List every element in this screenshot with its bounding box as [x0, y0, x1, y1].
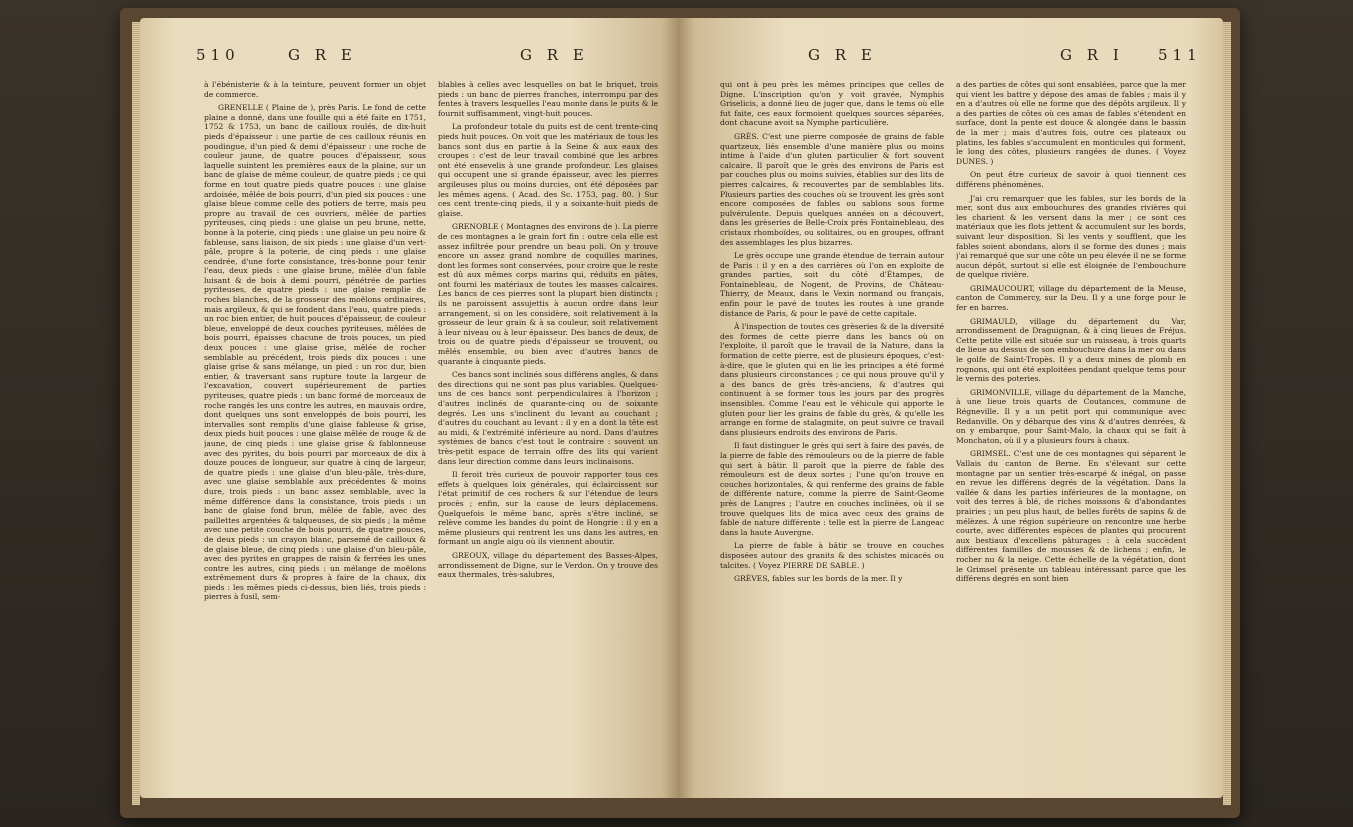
paragraph: À l'inspection de toutes ces grèseries & de la diversité des formes de cette pierre dans les bancs où on l'exploite, il paroît que le travail de la Nature, dans la formation de cette pierre, est de plusieurs époques, c'est-à-dire, que le gluten qui en lie les principes a été formé dans plusieurs circonstances ; ce qui nous prouve qu'il y a des bancs de grès très-anciens, & d'autres qui continuent à se former tous les jours par des progrès insensibles. Comme l'eau est le véhicule qui apporte le gluten pour lier les grains de fable du grès, & qu'elle les arrange en forme de stalagmite, on peut suivre ce travail dans plusieurs endroits des environs de Paris.: [720, 322, 944, 437]
page-number-left: 510: [196, 46, 240, 64]
paragraph: qui ont à peu près les mêmes principes que celles de Digne. L'inscription qu'on y voit gravée, Nymphis Griselicis, a donné lieu de juger que, dans le tems où elle fut faite, ces eaux formoient quelques sources séparées, dont chacune avoit sa Nymphe particulière.: [720, 80, 944, 128]
running-head-right-a: G R E: [808, 46, 877, 64]
running-head-right-b: G R I: [1060, 46, 1124, 64]
paragraph: GRIMONVILLE, village du département de la Manche, à une lieue trois quarts de Coutances, commune de Régneville. Il y a un petit port qui communique avec Redanville. On y débarque des vins & d'autres denrées, & on y embarque, pour Saint-Malo, la chaux qui se fait à Monchaton, où il y a plusieurs fours à chaux.: [956, 387, 1186, 445]
running-head-left-a: G R E: [288, 46, 357, 64]
left-column-2: [438, 80, 658, 786]
right-column-2: [956, 80, 1186, 786]
paragraph: GRENELLE ( Plaine de ), près Paris. Le fond de cette plaine a donné, dans une fouille qui a été faite en 1751, 1752 & 1753, un banc de cailloux roulés, de dix-huit pieds d'épaisseur : une partie de ces cailloux réunis en poudingue, d'un pied & demi d'épaisseur : une roche de couleur jaune, de quatre pouces d'épaisseur, sous laquelle suintent les premières eaux de la plaine, sur un banc de glaise de même couleur, de quatre pieds ; ce qui forme en tout quatre pieds quatre pouces : une glaise ardoisée, mêlée de bois pourri, d'un pied six pouces : une glaise bleue comme celle des potiers de terre, mais peu propre au travail de ces ouvriers, mêlée de parties pyriteuses, cinq pieds : une glaise un peu brune, nette, bonne à la poterie, cinq pieds : une glaise un peu noire & fableuse, sans liaison, de six pieds : une glaise d'un vert-pâle, propre à la poterie, de cinq pieds : une glaise cendrée, d'une forte consistance, très-bonne pour tenir l'eau, deux pieds : une glaise brune, mêlée d'un fable luisant & de bois à demi pourri, pénétrée de parties pyriteuses, de quatre pieds : une glaise remplie de roches blanches, de la grosseur des moëlons ordinaires, mais argileux, & qui se fondent dans l'eau, quatre pieds : un roc bien entier, de huit pouces d'épaisseur, de couleur bleue, enveloppé de deux couches pyriteuses, mêlées de bois pourri, épaisses chacune de trois pouces, un pied deux pouces : une glaise grise, mêlée de rocher semblable au précédent, trois pieds dix pouces : une glaise grise & sans mélange, un pied : un roc dur, bien entier, & traversant sans rupture toute la largeur de l'excavation, couvert supérieurement de parties pyriteuses, quatre pieds : un banc formé de morceaux de roche rangés les uns contre les autres, en mauvais ordre, dont quelques uns sont enveloppés de bois pourri, les intervalles sont remplis d'une glaise fableuse & grise, deux pieds huit pouces : une glaise mêlée de rouge & de jaune, de cinq pieds : une glaise grise & fablonneuse avec des pyrites, du bois pourri par morceaux de dix à douze pouces de longueur, sur quatre à cinq de largeur, de quatre pieds : une glaise d'un bleu-pâle, très-dure, avec une glaise semblable aux précédentes & moins dure, trois pieds : un banc assez semblable, avec la même différence dans la consistance, trois pieds : un banc de glaise fond brun, mêlée de fable, avec des paillettes argentées & talqueuses, de six pieds ; la même avec une petite couche de bois pourri, de quatre pouces, de deux pieds : un crayon blanc, parsemé de cailloux & de glaise bleue, de cinq pieds : une glaise d'un bleu-pâle, avec des pyrites en grappes de raisin & ferrées les unes contre les autres, cinq pieds : un mélange de moëlons extrêmement durs & propres à faire de la chaux, dix pieds : les mêmes pieds ci-dessus, bien liés, trois pieds : pierres à fusil, sem-: [204, 103, 426, 602]
paragraph: On peut être curieux de savoir à quoi tiennent ces différens phénomènes.: [956, 170, 1186, 189]
paragraph: Ces bancs sont inclinés sous différens angles, & dans des directions qui ne sont pas plus variables. Quelques-uns de ces bancs sont perpendiculaires à l'horizon ; d'autres inclinés de quarante-cinq ou de soixante degrés. Les uns s'inclinent du levant au couchant ; d'autres du couchant au levant : il y en a dont la tête est au midi, & l'extrémité inférieure au nord. Dans d'autres systèmes de bancs c'est tout le contraire : souvent un très-petit espace de terrain offre des lits qui varient dans leur direction comme dans leurs inclinaisons.: [438, 370, 658, 466]
page-edges-right: [1223, 22, 1231, 805]
paragraph: GRENOBLE ( Montagnes des environs de ). La pierre de ces montagnes a le grain fort fin : outre cela elle est assez infiltrée pour prendre un beau poli. On y trouve encore un assez grand nombre de coquilles marines, dont les formes sont conservées, pour croire que le reste est dû aux mêmes corps marins qui, réduits en pâtes, ont fourni les matériaux de toutes les masses calcaires. Les bancs de ces pierres sont la plupart bien distincts ; ils ne paroissent assujettis à aucun ordre dans leur arrangement, si on les considère, soit relativement à la grosseur de leur grain & à sa couleur, soit relativement à leur niveau ou à leur épaisseur. Des bancs de deux, de trois ou de quatre pieds d'épaisseur se trouvent, ou mêlés ensemble, ou bien avec d'autres bancs de quarante à cinquante pieds.: [438, 222, 658, 366]
paragraph: GREOUX, village du département des Basses-Alpes, arrondissement de Digne, sur le Verdon. On y trouve des eaux thermales, très-salubres,: [438, 550, 658, 580]
paragraph: à l'ébénisterie & à la teinture, peuvent former un objet de commerce.: [204, 80, 426, 99]
paragraph: blables à celles avec lesquelles on bat le briquet, trois pieds : un banc de pierres franches, interrompu par des fentes à travers lesquelles l'eau monte dans le puits & le fournit suffisamment, vingt-huit pouces.: [438, 80, 658, 118]
paragraph: GRIMSEL. C'est une de ces montagnes qui séparent le Vallais du canton de Berne. En s'élevant sur cette montagne par un sentier très-escarpé & inégal, on passe en revue les différens degrés de la végétation. Dans la vallée & dans les parties inférieures de la montagne, on voit des terres à blé, de riches moissons & d'abondantes prairies ; un peu plus haut, de belles forêts de sapins & de mélèzes. À une région supérieure on rencontre une herbe courte, avec différentes espèces de plantes qui procurent aux bestiaux d'excellens pâturages : à cela succèdent différentes familles de mousses & de lichens ; enfin, le rocher nu & la neige. Cette échelle de la végétation, dont le Grimsel présente un tableau intéressant parce que les différens degrés en sont bien: [956, 449, 1186, 584]
page-edges-left: [132, 22, 140, 805]
paragraph: Il feroit très curieux de pouvoir rapporter tous ces effets à quelques loix générales, qui éclaircissent sur l'état primitif de ces rochers & sur l'étendue de leurs procès ; enfin, sur la cause de leurs déplacemens. Quelquefois le même banc, après s'être incliné, se relève comme les bandes du point de Hongrie : il y en a même plusieurs qui rentrent les uns dans les autres, en formant un angle aigu où ils viennent aboutir.: [438, 470, 658, 547]
paragraph: a des parties de côtes qui sont ensablées, parce que la mer qui vient les battre y dépose des amas de fables ; mais il y en a d'autres où elle ne forme que des dépôts argileux. Il y a des parties de côtes où ces amas de fables s'étendent en surface, dont la pente est douce & alongée dans le bassin de la mer ; mais d'autres fois, outre ces plateaux ou platins, les fables s'accumulent en monticules qui forment, le long des côtes, plusieurs rangées de dunes. ( Voyez DUNES. ): [956, 80, 1186, 166]
page-number-right: 511: [1158, 46, 1202, 64]
paragraph: La pierre de fable à bâtir se trouve en couches disposées autour des granits & des schistes micacés ou talcites. ( Voyez PIERRE DE SABLE. ): [720, 541, 944, 570]
right-page: [678, 18, 1223, 798]
paragraph: GRÈVES, fables sur les bords de la mer. Il y: [734, 574, 903, 584]
paragraph: Il faut distinguer le grès qui sert à faire des pavés, de la pierre de fable des rémouleurs ou de la pierre de fable qui sert à bâtir. Il paroît que la pierre de fable des rémouleurs est de deux sortes ; l'une qu'on trouve en couches horizontales, & qui renferme des grains de fable de différente nature, comme la pierre de Saint-Geome près de Langres ; l'autre en couches inclinées, où il se trouve quelques lits de mica avec ceux des grains de fable de nature différente : telle est la pierre de Langeac dans la haute Auvergne.: [720, 441, 944, 537]
paragraph: Le grès occupe une grande étendue de terrain autour de Paris : il y en a des carrières où l'on en exploite de grandes parties, soit du côté d'Étampes, de Fontainebleau, de Nogent, de Provins, de Château-Thierry, de Meaux, dans le Vexin normand ou français, enfin pour le pavé de toutes les routes à une grande distance de Paris, & pour le pavé de cette capitale.: [720, 251, 944, 318]
left-column-1: [204, 80, 426, 786]
paragraph: GRIMAULD, village du département du Var, arrondissement de Draguignan, & à cinq lieues de Fréjus. Cette petite ville est située sur un ruisseau, à trois quarts de lieue au dessus de son embouchure dans la mer ou dans le golfe de Saint-Tropès. Il y a deux mines de plomb en rognons, qui ont été exploitées pendant quelque tems pour le vernis des poteries.: [956, 316, 1186, 384]
right-column-1: [720, 80, 944, 786]
paragraph: La profondeur totale du puits est de cent trente-cinq pieds huit pouces. On voit que les matériaux de tous les bancs sont dus en partie à la Seine & aux eaux des croupes : c'est de leur travail combiné que les arbres ont été ensevelis à une grande profondeur. Les glaises qui occupent une si grande épaisseur, avec les pierres argileuses plus ou moins durcies, ont été déposées par les mêmes agens. ( Acad. des Sc. 1753, pag. 80. ) Sur ces cent trente-cinq pieds, il y a soixante-huit pieds de glaise.: [438, 122, 658, 218]
paragraph: GRÈS. C'est une pierre composée de grains de fable quartzeux, liés ensemble d'une manière plus ou moins intime à l'aide d'un gluten particulier & fort souvent calcaire. Il paroît que le grès des environs de Paris est par couches plus ou moins suivies, établies sur des lits de pierres calcaires, & recouvertes par de semblables lits. Plusieurs parties des couches où se trouvent les grès sont encore composées de fables ou sablons sous forme pulvérulente. Depuis quelques années on a découvert, dans les grèseries de Belle-Croix près Fontainebleau, des cristaux rhomboïdes, ou solitaires, ou en groupes, offrant des assemblages les plus bizarres.: [720, 131, 944, 247]
paragraph: GRIMAUCOURT, village du département de la Meuse, canton de Commercy, sur la Deu. Il y a une forge pour le fer en barres.: [956, 283, 1186, 313]
left-page: [140, 18, 678, 798]
paragraph: J'ai cru remarquer que les fables, sur les bords de la mer, sont dus aux embouchures des grandes rivières qui les charient & les versent dans la mer ; ce sont ces matériaux que les flots jettent & accumulent sur les bords, suivant leur disposition. Si les vents y soufflent, que les fables soient abondans, alors il se forme des dunes ; mais j'ai remarqué que sur une côte un peu élevée il ne se forme aucun dépôt, surtout si elle est éloignée de l'embouchure de quelque rivière.: [956, 193, 1186, 280]
running-head-left-b: G R E: [520, 46, 589, 64]
